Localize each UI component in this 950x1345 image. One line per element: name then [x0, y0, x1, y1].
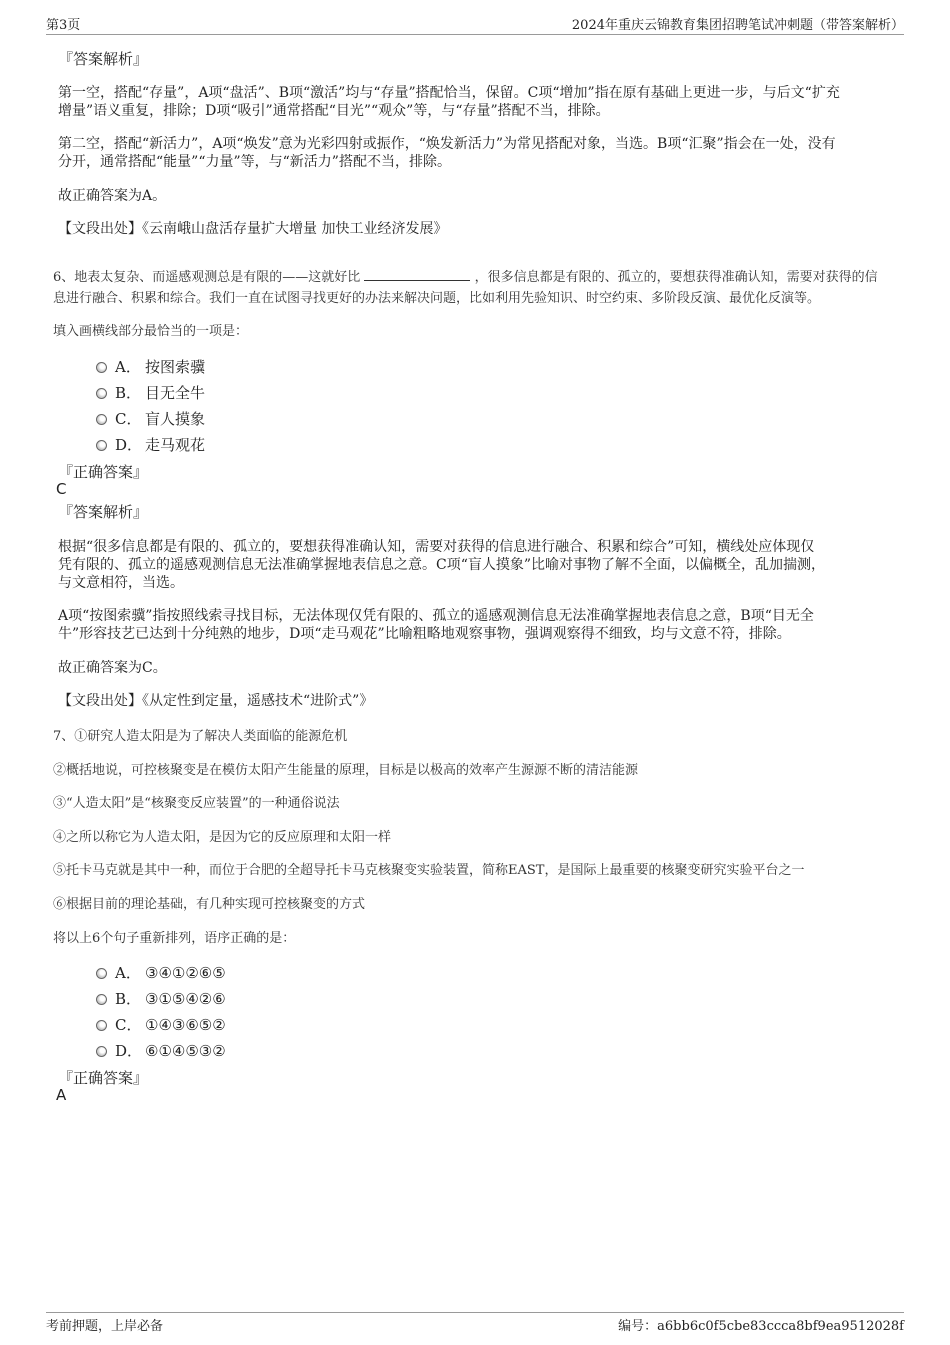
- option-d[interactable]: [96, 1040, 226, 1061]
- analysis-paragraph: 第一空，搭配“存量”，A项“盘活”、B项“激活”均与“存量”搭配恰当，保留。C项“增加”指在原有基础上更进一步，与后文“扩充: [58, 85, 840, 101]
- question-text-part: ，很多信息都是有限的、孤立的，要想获得准确认知，需要对获得的信: [474, 270, 878, 285]
- option-text: 目无全牛: [145, 384, 206, 402]
- question-6-text-line2: 息进行融合、积累和综合。我们一直在试图寻找更好的办法来解决问题，比如利用先验知识、时空约束、多阶段反演、最优化反演等。: [53, 291, 821, 306]
- sentence-5: ⑤托卡马克就是其中一种，而位于合肥的全超导托卡马克核聚变实验装置，简称EAST，是国际上最重要的核聚变研究实验平台之一: [53, 863, 805, 878]
- answer-title: 『正确答案』: [58, 1069, 149, 1087]
- option-c[interactable]: [96, 408, 205, 429]
- radio-icon[interactable]: [96, 1046, 107, 1057]
- analysis-title: 『答案解析』: [58, 503, 149, 521]
- correct-answer: C: [56, 480, 67, 498]
- option-text: ③①⑤④②⑥: [145, 990, 226, 1008]
- option-letter: C．: [115, 410, 142, 428]
- question-text-part: 6、地表太复杂、而遥感观测总是有限的——这就好比: [53, 270, 361, 285]
- sentence-3: ③“人造太阳”是“核聚变反应装置”的一种通俗说法: [53, 796, 340, 811]
- conclusion: 故正确答案为A。: [58, 188, 167, 204]
- radio-icon[interactable]: [96, 388, 107, 399]
- radio-icon[interactable]: [96, 994, 107, 1005]
- option-text: 按图索骥: [145, 358, 206, 376]
- option-text: ⑥①④⑤③②: [145, 1042, 226, 1060]
- analysis-paragraph: 根据“很多信息都是有限的、孤立的，要想获得准确认知，需要对获得的信息进行融合、积累和综合”可知，横线处应体现仅: [58, 539, 815, 555]
- analysis-paragraph: 分开，通常搭配“能量”“力量”等，与“新活力”搭配不当，排除。: [58, 154, 451, 170]
- option-d[interactable]: [96, 434, 205, 455]
- radio-icon[interactable]: [96, 1020, 107, 1031]
- option-letter: B．: [115, 990, 142, 1008]
- option-b[interactable]: [96, 382, 205, 403]
- option-text: 走马观花: [145, 436, 206, 454]
- sentence-4: ④之所以称它为人造太阳，是因为它的反应原理和太阳一样: [53, 830, 392, 845]
- analysis-paragraph: 牛”形容技艺已达到十分纯熟的地步，D项“走马观花”比喻粗略地观察事物，强调观察得不细致，均与文意不符，排除。: [58, 626, 791, 642]
- option-a[interactable]: [96, 962, 226, 983]
- analysis-paragraph: A项“按图索骥”指按照线索寻找目标，无法体现仅凭有限的、孤立的遥感观测信息无法准确掌握地表信息之意，B项“目无全: [58, 608, 814, 624]
- option-letter: D．: [115, 1042, 143, 1060]
- conclusion: 故正确答案为C。: [58, 660, 167, 676]
- fill-blank: [364, 270, 470, 281]
- option-text: ③④①②⑥⑤: [145, 964, 226, 982]
- option-b[interactable]: [96, 988, 226, 1009]
- analysis-paragraph: 凭有限的、孤立的遥感观测信息无法准确掌握地表信息之意。C项“盲人摸象”比喻对事物了解不全面，以偏概全，乱加揣测，: [58, 557, 826, 573]
- option-letter: B．: [115, 384, 142, 402]
- document-title: 2024年重庆云锦教育集团招聘笔试冲刺题（带答案解析）: [571, 18, 904, 33]
- source: 【文段出处】《云南峨山盘活存量扩大增量 加快工业经济发展》: [58, 221, 448, 237]
- question-6-text: [53, 266, 878, 285]
- page-number: 第3页: [46, 18, 81, 33]
- option-text: ①④③⑥⑤②: [145, 1016, 226, 1034]
- option-letter: A．: [115, 358, 141, 376]
- sentence-2: ②概括地说，可控核聚变是在模仿太阳产生能量的原理，目标是以极高的效率产生源源不断的清洁能源: [53, 763, 639, 778]
- footer-slogan: 考前押题，上岸必备: [46, 1319, 164, 1334]
- radio-icon[interactable]: [96, 414, 107, 425]
- option-a[interactable]: [96, 356, 205, 377]
- option-c[interactable]: [96, 1014, 226, 1035]
- question-prompt: 填入画横线部分最恰当的一项是：: [53, 324, 249, 339]
- source: 【文段出处】《从定性到定量，遥感技术“进阶式”》: [58, 693, 374, 709]
- radio-icon[interactable]: [96, 968, 107, 979]
- option-letter: C．: [115, 1016, 142, 1034]
- radio-icon[interactable]: [96, 440, 107, 451]
- question-prompt: 将以上6个句子重新排列，语序正确的是：: [53, 931, 296, 946]
- analysis-paragraph: 与文意相符，当选。: [58, 575, 184, 591]
- sentence-1: 7、①研究人造太阳是为了解决人类面临的能源危机: [53, 729, 348, 744]
- document-id: 编号：a6bb6c0f5cbe83ccca8bf9ea9512028f: [618, 1319, 904, 1334]
- sentence-6: ⑥根据目前的理论基础，有几种实现可控核聚变的方式: [53, 897, 366, 912]
- option-letter: A．: [115, 964, 141, 982]
- correct-answer: A: [56, 1086, 67, 1104]
- radio-icon[interactable]: [96, 362, 107, 373]
- option-letter: D．: [115, 436, 143, 454]
- page-header: [46, 14, 904, 35]
- analysis-title: 『答案解析』: [58, 50, 149, 68]
- analysis-paragraph: 第二空，搭配“新活力”，A项“焕发”意为光彩四射或振作，“焕发新活力”为常见搭配对象，当选。B项“汇聚”指会在一处，没有: [58, 136, 836, 152]
- page-footer: [46, 1312, 904, 1341]
- answer-title: 『正确答案』: [58, 463, 149, 481]
- option-text: 盲人摸象: [145, 410, 206, 428]
- analysis-paragraph: 增量”语义重复，排除；D项“吸引”通常搭配“目光”“观众”等，与“存量”搭配不当，排除。: [58, 103, 610, 119]
